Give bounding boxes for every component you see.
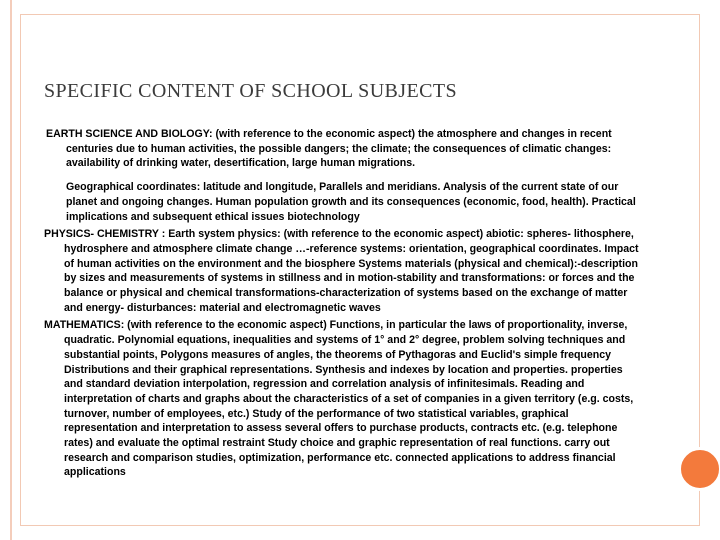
mathematics-paragraph: MATHEMATICS: (with reference to the economic aspect) Functions, in particular the laws of proportionality, inverse, quadratic. Polynomial equations, inequalities and systems of 1° and 2° degree, problem solving techniques and substantial points, Polygons measures of angles, the theorems of Pythagoras and Euclid's simple frequency Distributions and their graphical representations. Synthesis and indexes by location and properties. properties and standard deviation interpolation, regression and correlation analysis of infinitesimals. Reading and interpretation of charts and graphs about the characteristics of a set of companies in a given territory (e.g. costs, turnover, number of employees, etc.) Study of the performance of two statistical variables, graphical representation and interpretation to assess several offers to purchase products, contracts etc. (e.g. telephone rates) and evaluate the optimal restraint Study choice and graphic representation of real functions. carry out research and comparison studies, optimization, performance etc. connected applications to address financial applications: [44, 319, 634, 479]
slide-body: [44, 127, 644, 480]
geographical-coordinates-paragraph: Geographical coordinates: latitude and longitude, Parallels and meridians. Analysis of the current state of our planet and ongoing changes. Human population growth and its consequences (economic, food, health). Practical implications and subsequent ethical issues biotechnology: [66, 181, 636, 223]
orange-circle-badge: [678, 447, 720, 491]
slide-title: SPECIFIC CONTENT OF SCHOOL SUBJECTS: [44, 80, 457, 102]
physics-chemistry-paragraph: PHYSICS- CHEMISTRY : Earth system physics: (with reference to the economic aspect) abiotic: spheres- lithosphere, hydrosphere and atmosphere climate change …-reference systems: orientation, geographical coordinates. Impact of human activities on the environment and the biosphere Systems materials (physical and chemical):-description by sizes and measurements of systems in stillness and in motion-stability and transformations: or forces and the balance or physical and chemical transformations-characterization of systems based on the exchange of matter and energy- disturbances: material and electromagnetic waves: [44, 228, 639, 314]
earth-science-paragraph: EARTH SCIENCE AND BIOLOGY: (with reference to the economic aspect) the atmosphere and changes in recent centuries due to human activities, the possible dangers; the climate; the consequences of climatic changes: availability of drinking water, desertification, large human migrations.: [46, 128, 612, 170]
left-accent-line: [10, 0, 12, 540]
